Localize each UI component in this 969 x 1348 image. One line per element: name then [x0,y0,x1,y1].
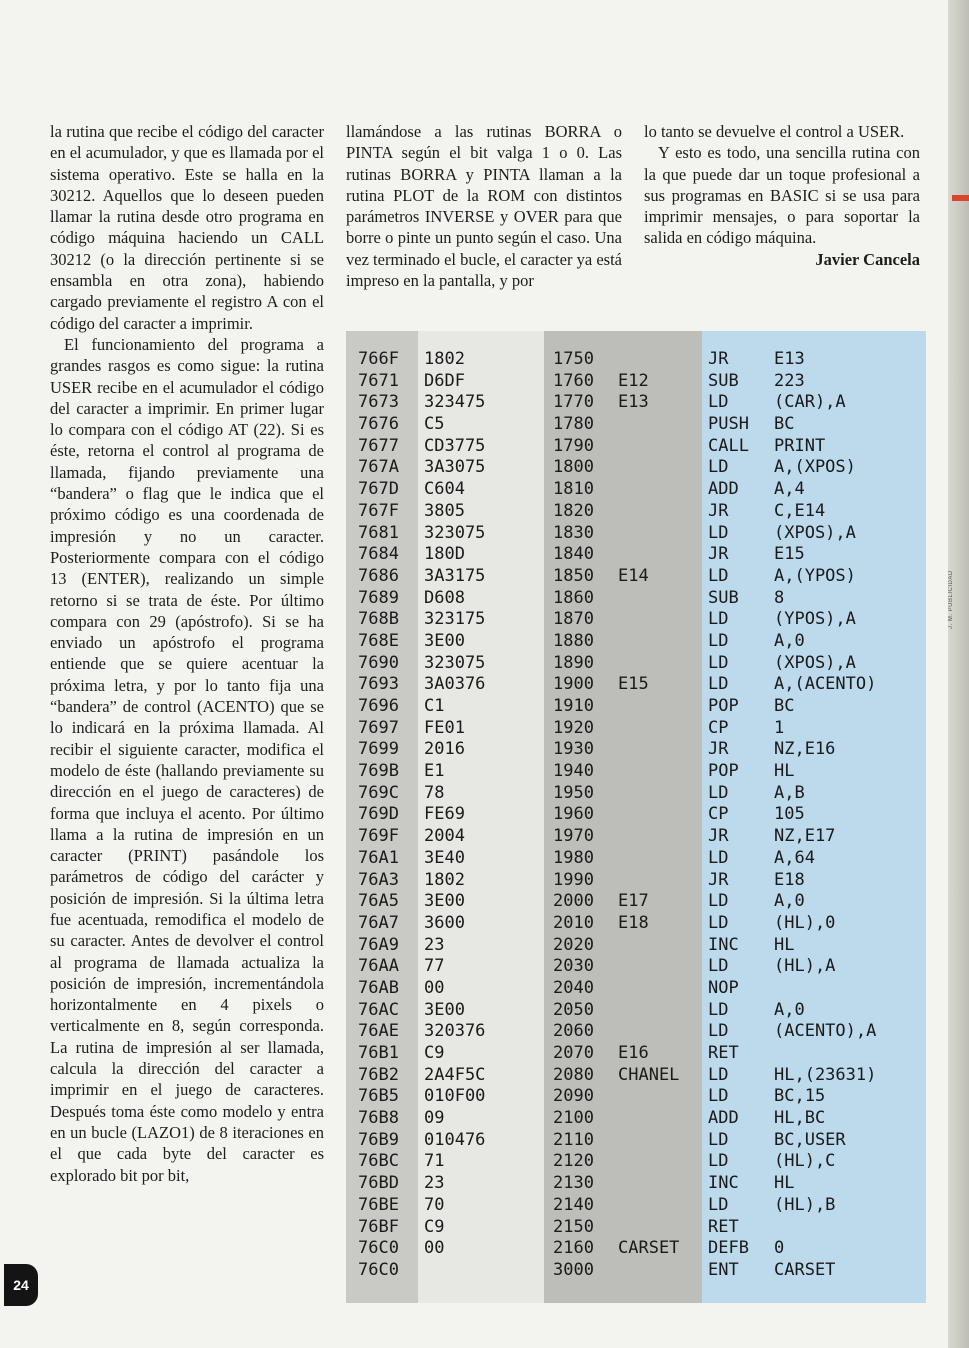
listing-operand: E15 [774,544,805,565]
listing-opcode: NOP [708,977,739,998]
listing-operand: 1 [774,717,785,738]
listing-opcode: LD [708,782,729,803]
listing-row [346,761,926,783]
listing-row [346,739,926,761]
listing-operand: A,0 [774,999,805,1020]
listing-operand: HL,BC [774,1108,826,1129]
listing-opcode: ADD [708,1108,739,1129]
listing-line-number: 2050 [553,999,594,1020]
listing-row [346,414,926,436]
listing-hex: 3E40 [424,847,465,868]
text-column-2 [346,121,622,291]
listing-row [346,870,926,892]
listing-opcode: LD [708,1129,729,1150]
listing-hex: 23 [424,934,445,955]
paragraph: El funcionamiento del programa a grandes rasgos es como sigue: la rutina USER recibe en el acumulador el código del caracter a imprimir. En primer lugar lo compara con el código AT (22). Si es éste, retorna el control al programa de llamada, fijando previamente una “bandera” o flag que le indica que el próximo código es una coordenada de impresión y no un caracter. Posteriormente compara con el código 13 (ENTER), realizando un simple retorno si se trata de éste. Por último compara con 29 (apóstrofo). Si se ha enviado un apóstrofo el programa entiende que se quiere acentuar la próxima letra, y por lo tanto fija una “bandera” de control (ACENTO) que se lo indicará en la próxima llamada. Al recibir el siguiente caracter, modifica el modelo de éste (hallando previamente su dirección en el juego de caracteres) de forma que incluya el acento. Por último llama a la rutina de impresión en un caracter (PRINT) pasándole los parámetros de código del carácter y posición de impresión. Si la última letra fue acentuada, remodifica el modelo de su caracter. Antes de devolver el control al programa de llamada actualiza la posición de impresión, incrementándola horizontalmente en 4 pixels o verticalmente en 8, según corresponda. La rutina de impresión al ser llamada, calcula la dirección del caracter a imprimir en el juego de caracteres. Después toma éste como modelo y entra en un bucle (LAZO1) de 8 iteraciones en el que cada byte del caracter es explorado bit por bit, [50,334,324,1185]
listing-hex: 3600 [424,912,465,933]
listing-line-number: 2130 [553,1173,594,1194]
listing-operand: 105 [774,804,805,825]
listing-operand: A,4 [774,479,805,500]
listing-line-number: 1800 [553,457,594,478]
listing-address: 7681 [358,522,399,543]
listing-operand: (HL),A [774,956,836,977]
listing-hex: C5 [424,414,445,435]
listing-address: 769D [358,804,399,825]
listing-opcode: LD [708,912,729,933]
listing-hex: C9 [424,1216,445,1237]
listing-row [346,1217,926,1239]
listing-line-number: 2000 [553,891,594,912]
listing-hex: 010F00 [424,1086,486,1107]
listing-line-number: 2060 [553,1021,594,1042]
listing-address: 76C0 [358,1238,399,1259]
listing-operand: HL [774,934,795,955]
listing-operand: BC [774,414,795,435]
listing-hex: 00 [424,1238,445,1259]
listing-address: 7690 [358,652,399,673]
listing-address: 767D [358,479,399,500]
listing-line-number: 1810 [553,479,594,500]
listing-row [346,696,926,718]
listing-row [346,479,926,501]
listing-row [346,501,926,523]
listing-line-number: 1770 [553,392,594,413]
listing-line-number: 2150 [553,1216,594,1237]
listing-opcode: LD [708,392,729,413]
listing-address: 7693 [358,674,399,695]
listing-label: CHANEL [618,1064,680,1085]
listing-label: E17 [618,891,649,912]
listing-opcode: RET [708,1216,739,1237]
listing-hex: 71 [424,1151,445,1172]
listing-operand: HL [774,1173,795,1194]
listing-label: E18 [618,912,649,933]
listing-line-number: 1860 [553,587,594,608]
listing-operand: (XPOS),A [774,522,856,543]
listing-hex: 3A0376 [424,674,486,695]
listing-opcode: JR [708,739,729,760]
listing-label: E13 [618,392,649,413]
listing-line-number: 1880 [553,630,594,651]
red-edge-marker [952,195,969,201]
listing-opcode: LD [708,652,729,673]
listing-address: 7689 [358,587,399,608]
listing-line-number: 1850 [553,565,594,586]
listing-opcode: LD [708,522,729,543]
listing-opcode: LD [708,1151,729,1172]
listing-hex: 323075 [424,522,486,543]
listing-operand: (HL),C [774,1151,836,1172]
listing-operand: (YPOS),A [774,609,856,630]
listing-row [346,1260,926,1282]
listing-address: 76A1 [358,847,399,868]
page-number: 24 [4,1264,38,1306]
listing-address: 76B9 [358,1129,399,1150]
listing-operand: NZ,E17 [774,826,836,847]
listing-address: 769F [358,826,399,847]
listing-line-number: 2020 [553,934,594,955]
listing-opcode: ENT [708,1259,739,1280]
listing-address: 767A [358,457,399,478]
listing-opcode: INC [708,934,739,955]
text-column-3 [644,121,920,270]
listing-operand: A,(YPOS) [774,565,856,586]
listing-rows [346,349,926,1282]
listing-address: 76AC [358,999,399,1020]
listing-row [346,457,926,479]
listing-address: 7676 [358,414,399,435]
listing-hex: 23 [424,1173,445,1194]
listing-row [346,1151,926,1173]
listing-line-number: 1960 [553,804,594,825]
listing-hex: 320376 [424,1021,486,1042]
listing-line-number: 1940 [553,761,594,782]
listing-operand: HL,(23631) [774,1064,877,1085]
listing-hex: 323075 [424,652,486,673]
listing-hex: C604 [424,479,465,500]
listing-line-number: 2140 [553,1194,594,1215]
listing-hex: 2004 [424,826,465,847]
listing-address: 76B1 [358,1043,399,1063]
listing-hex: 323475 [424,392,486,413]
listing-row [346,1043,926,1065]
listing-operand: A,0 [774,891,805,912]
listing-address: 76A3 [358,869,399,890]
listing-row [346,1195,926,1217]
listing-hex: 3805 [424,500,465,521]
listing-row [346,566,926,588]
listing-row [346,718,926,740]
listing-hex: 2016 [424,739,465,760]
listing-operand: E18 [774,869,805,890]
listing-opcode: LD [708,956,729,977]
listing-address: 768B [358,609,399,630]
listing-row [346,1086,926,1108]
listing-line-number: 1890 [553,652,594,673]
listing-operand: BC,15 [774,1086,826,1107]
listing-opcode: SUB [708,587,739,608]
listing-opcode: ADD [708,479,739,500]
listing-hex: D6DF [424,370,465,391]
listing-opcode: INC [708,1173,739,1194]
listing-operand: A,64 [774,847,815,868]
listing-hex: 1802 [424,869,465,890]
listing-opcode: LD [708,1086,729,1107]
listing-line-number: 1970 [553,826,594,847]
listing-address: 76A5 [358,891,399,912]
listing-row [346,1065,926,1087]
listing-opcode: RET [708,1043,739,1063]
listing-line-number: 1780 [553,414,594,435]
listing-row [346,935,926,957]
listing-opcode: LD [708,847,729,868]
listing-row [346,1173,926,1195]
listing-operand: (CAR),A [774,392,846,413]
next-page-edge [948,0,969,1348]
listing-line-number: 2010 [553,912,594,933]
listing-address: 769B [358,761,399,782]
listing-operand: (XPOS),A [774,652,856,673]
listing-opcode: PUSH [708,414,749,435]
listing-address: 7686 [358,565,399,586]
listing-row [346,1000,926,1022]
listing-address: 76BF [358,1216,399,1237]
listing-row [346,804,926,826]
listing-opcode: LD [708,674,729,695]
listing-address: 7697 [358,717,399,738]
listing-operand: PRINT [774,435,826,456]
listing-label: E16 [618,1043,649,1063]
listing-address: 7699 [358,739,399,760]
listing-address: 7671 [358,370,399,391]
listing-line-number: 1980 [553,847,594,868]
listing-opcode: JR [708,826,729,847]
listing-row [346,891,926,913]
listing-line-number: 2090 [553,1086,594,1107]
listing-line-number: 1920 [553,717,594,738]
listing-address: 76B8 [358,1108,399,1129]
listing-address: 76B5 [358,1086,399,1107]
listing-row [346,523,926,545]
listing-address: 76BC [358,1151,399,1172]
listing-hex: 323175 [424,609,486,630]
listing-row [346,436,926,458]
listing-operand: A,(ACENTO) [774,674,877,695]
listing-line-number: 2030 [553,956,594,977]
listing-operand: CARSET [774,1259,836,1280]
listing-row [346,913,926,935]
listing-hex: C1 [424,696,445,716]
listing-line-number: 1870 [553,609,594,630]
listing-line-number: 1910 [553,696,594,716]
listing-operand: 223 [774,370,805,391]
listing-operand: A,B [774,782,805,803]
listing-address: 7677 [358,435,399,456]
listing-operand: BC,USER [774,1129,846,1150]
listing-hex: 010476 [424,1129,486,1150]
listing-hex: 00 [424,977,445,998]
listing-address: 76BE [358,1194,399,1215]
listing-line-number: 1990 [553,869,594,890]
listing-opcode: LD [708,457,729,478]
text-column-1 [50,121,324,1186]
listing-opcode: LD [708,1021,729,1042]
listing-line-number: 2100 [553,1108,594,1129]
listing-hex: 78 [424,782,445,803]
listing-opcode: POP [708,696,739,716]
listing-opcode: LD [708,630,729,651]
listing-line-number: 2110 [553,1129,594,1150]
listing-opcode: JR [708,349,729,369]
listing-address: 76AE [358,1021,399,1042]
listing-hex: 3A3175 [424,565,486,586]
listing-operand: E13 [774,349,805,369]
listing-hex: E1 [424,761,445,782]
listing-operand: (ACENTO),A [774,1021,877,1042]
listing-label: CARSET [618,1238,680,1259]
listing-row [346,783,926,805]
listing-line-number: 1840 [553,544,594,565]
listing-row [346,1130,926,1152]
listing-row [346,371,926,393]
listing-hex: 180D [424,544,465,565]
listing-opcode: LD [708,891,729,912]
listing-row [346,1021,926,1043]
listing-hex: CD3775 [424,435,486,456]
paragraph: la rutina que recibe el código del caracter en el acumulador, y que es llamada por el sistema operativo. Este se halla en la 30212. Aquellos que lo deseen pueden llamar la rutina desde otro programa en código máquina haciendo un CALL 30212 (o la dirección pertinente si se ensambla en otra zona), habiendo cargado previamente el registro A con el código del caracter a imprimir. [50,122,324,333]
listing-operand: C,E14 [774,500,826,521]
paragraph: llamándose a las rutinas BORRA o PINTA según el bit valga 1 o 0. Las rutinas BORRA y PINTA llaman a la rutina PLOT de la ROM con distintos parámetros INVERSE y OVER para que borre o pinte un punto según el caso. Una vez terminado el bucle, el caracter ya está impreso en la pantalla, y por [346,122,622,291]
listing-opcode: SUB [708,370,739,391]
listing-opcode: POP [708,761,739,782]
listing-hex: 3A3075 [424,457,486,478]
listing-line-number: 1790 [553,435,594,456]
listing-address: 767F [358,500,399,521]
listing-row [346,631,926,653]
listing-hex: 3E00 [424,630,465,651]
listing-opcode: LD [708,609,729,630]
listing-row [346,392,926,414]
listing-line-number: 2080 [553,1064,594,1085]
listing-line-number: 1820 [553,500,594,521]
listing-address: 76BD [358,1173,399,1194]
listing-operand: 8 [774,587,785,608]
listing-row [346,1108,926,1130]
listing-hex: 1802 [424,349,465,369]
listing-line-number: 2120 [553,1151,594,1172]
listing-address: 769C [358,782,399,803]
listing-operand: NZ,E16 [774,739,836,760]
listing-opcode: JR [708,869,729,890]
listing-row [346,826,926,848]
listing-address: 768E [358,630,399,651]
listing-hex: FE01 [424,717,465,738]
listing-opcode: LD [708,999,729,1020]
listing-address: 76A9 [358,934,399,955]
listing-row [346,978,926,1000]
listing-opcode: CP [708,804,729,825]
listing-opcode: LD [708,1194,729,1215]
listing-hex: 77 [424,956,445,977]
listing-line-number: 1930 [553,739,594,760]
listing-hex: 70 [424,1194,445,1215]
listing-hex: C9 [424,1043,445,1063]
listing-row [346,674,926,696]
listing-operand: 0 [774,1238,785,1259]
author-signature: Javier Cancela [815,249,920,269]
paragraph: lo tanto se devuelve el control a USER. [644,122,905,141]
listing-line-number: 1950 [553,782,594,803]
listing-line-number: 3000 [553,1259,594,1280]
listing-opcode: CALL [708,435,749,456]
listing-opcode: LD [708,1064,729,1085]
listing-row [346,653,926,675]
listing-address: 76A7 [358,912,399,933]
listing-line-number: 2070 [553,1043,594,1063]
listing-opcode: CP [708,717,729,738]
listing-address: 76AB [358,977,399,998]
listing-line-number: 1760 [553,370,594,391]
listing-opcode: LD [708,565,729,586]
listing-address: 7673 [358,392,399,413]
listing-row [346,848,926,870]
listing-operand: BC [774,696,795,716]
listing-label: E14 [618,565,649,586]
paragraph: Y esto es todo, una sencilla rutina con la que puede dar un toque profesional a sus programas en BASIC si se usa para imprimir mensajes, o para soportar la salida en código máquina. [644,143,920,248]
listing-hex: 3E00 [424,999,465,1020]
listing-address: 76C0 [358,1259,399,1280]
listing-row [346,956,926,978]
listing-line-number: 2040 [553,977,594,998]
listing-line-number: 1900 [553,674,594,695]
listing-row [346,349,926,371]
listing-hex: 3E00 [424,891,465,912]
listing-address: 76AA [358,956,399,977]
listing-address: 766F [358,349,399,369]
listing-address: 7684 [358,544,399,565]
listing-label: E12 [618,370,649,391]
listing-row [346,588,926,610]
code-listing [346,331,926,1303]
listing-operand: HL [774,761,795,782]
listing-row [346,544,926,566]
listing-address: 76B2 [358,1064,399,1085]
listing-hex: 09 [424,1108,445,1129]
listing-row [346,609,926,631]
listing-hex: FE69 [424,804,465,825]
listing-opcode: DEFB [708,1238,749,1259]
listing-address: 7696 [358,696,399,716]
listing-line-number: 1750 [553,349,594,369]
listing-opcode: JR [708,500,729,521]
listing-operand: (HL),B [774,1194,836,1215]
listing-operand: (HL),0 [774,912,836,933]
listing-hex: D608 [424,587,465,608]
listing-operand: A,(XPOS) [774,457,856,478]
listing-operand: A,0 [774,630,805,651]
listing-row [346,1238,926,1260]
listing-opcode: JR [708,544,729,565]
listing-hex: 2A4F5C [424,1064,486,1085]
listing-line-number: 1830 [553,522,594,543]
listing-line-number: 2160 [553,1238,594,1259]
listing-label: E15 [618,674,649,695]
credit-text: J. M. PUBLICIDAD [948,570,954,630]
